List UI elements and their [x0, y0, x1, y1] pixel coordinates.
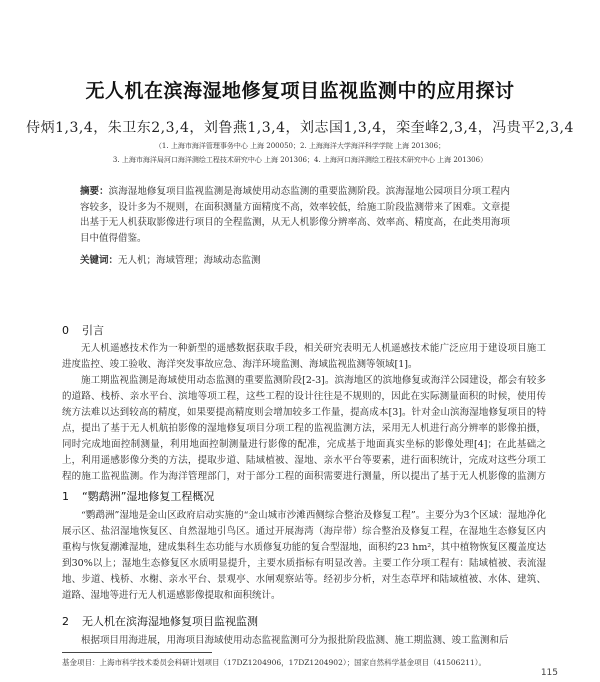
affiliation-line-1: （1. 上海市海洋管理事务中心 上海 200050；2. 上海海洋大学海洋科学学院 上海 201306； — [154, 142, 446, 150]
abstract-text: 滨海湿地修复项目监视监测是海域使用动态监测的重要监测阶段。滨海湿地公园项目分项工程内容较多，设计多为不规则，在面积测量方面精度不高，效率较低，给施工阶段监测带来了困难。文章提出基于无人机获取影像进行项目的全程监测，从无人机影像分辨率高、效率高、精度高，在此类用海项目中值得借鉴。 — [80, 186, 510, 244]
section-number: 0 — [62, 324, 69, 337]
abstract — [80, 184, 510, 246]
section-number: 2 — [62, 615, 69, 628]
section-heading-project-overview — [62, 488, 214, 504]
keywords-label: 关键词： — [80, 255, 119, 266]
footnote-divider — [62, 652, 212, 653]
section-heading-intro — [62, 322, 104, 338]
affiliation-line-2: 3. 上海市海洋局河口海洋测绘工程技术研究中心 上海 201306；4. 上海河口海洋测绘工程技术研究中心 上海 201306） — [112, 156, 488, 164]
section-title: 无人机在滨海湿地修复项目监视监测 — [82, 615, 258, 628]
body-paragraph: 施工期监视监测是海域使用动态监测的重要监测阶段[2-3]。滨海地区的滨地修复或海洋公园建设，都会有较多的道路、栈桥、亲水平台、滨地等项工程，这些工程的设计往往是不规则的，因此在实际测量面积的时候，使用传统方法难以达到较高的精度，如果要提高精度则会增加较多工作量，提高成本[3]。针对金山滨海湿地修复项目的特点，提出了基于无人机航拍影像的湿地修复项目分项工程的监视监测方法，采用无人机进行高分辨率的影像拍摄，同时完成地面控制测量，利用地面控制测量进行影像的配准，完成基于地面真实坐标的影像处理[4]；在此基础之上，利用遥感影像分类的方法，提取步道、陆域植被、湿地、亲水平台等要素，进行面积统计，完成对这些分项工程的施工监视监测。作为海洋管理部门，对于部分工程的面积需要进行测量，所以提出了基于无人机影像的监测方 — [62, 375, 546, 482]
paper-title: 无人机在滨海湿地修复项目监视监测中的应用探讨 — [85, 80, 515, 102]
funding-footnote: 基金项目：上海市科学技术委员会科研计划项目（17DZ1204906，17DZ1204902）；国家自然科学基金项目（41506211）。 — [62, 658, 487, 667]
section-title: 引言 — [82, 324, 104, 337]
page-number: 115 — [540, 668, 558, 678]
section-title: “鹦鹉洲”湿地修复工程概况 — [82, 490, 215, 503]
body-paragraph: 根据项目用海进展，用海项目海域使用动态监视监测可分为报批阶段监测、施工期监测、竣工监测和后 — [81, 635, 509, 646]
author-list: 侍炳1,3,4，朱卫东2,3,4，刘鲁燕1,3,4，刘志国1,3,4，栾奎峰2,3,4，冯贵平2,3,4 — [26, 120, 574, 136]
section-number: 1 — [62, 490, 69, 503]
body-paragraph: “鹦鹉洲”湿地是金山区政府启动实施的“金山城市沙滩西侧综合整治及修复工程”。主要分为3个区域：湿地净化展示区、盐沼湿地恢复区、自然湿地引鸟区。通过开展海湾（海岸带）综合整治及修复工程，在湿地生态修复区内重构与恢复潮滩湿地，建成集科生态功能与水质修复功能的复合型湿地，面积约23 hm²，其中植物恢复区覆盖度达到30%以上；湿地生态修复区水质明显提升，主要水质指标有明显改善。主要工作分项工程有：陆域植被、表流湿地、步道、栈桥、水榭、亲水平台、景观亭、水闸观察站等。经初步分析，对生态草坪和陆域植被、水体、建筑、道路、湿地等进行无人机遥感影像提取和面积统计。 — [62, 510, 546, 601]
keywords-text: 无人机；海域管理；海域动态监测 — [118, 255, 261, 266]
abstract-label: 摘要： — [80, 186, 109, 197]
section-heading-uav-monitoring — [62, 613, 258, 629]
body-paragraph: 无人机遥感技术作为一种新型的遥感数据获取手段，相关研究表明无人机遥感技术能广泛应用于建设项目施工进度监控、竣工验收、海洋突发事故应急、海洋环境监测、海域监视监测等领域[1]。 — [62, 343, 546, 370]
keywords — [80, 252, 510, 266]
